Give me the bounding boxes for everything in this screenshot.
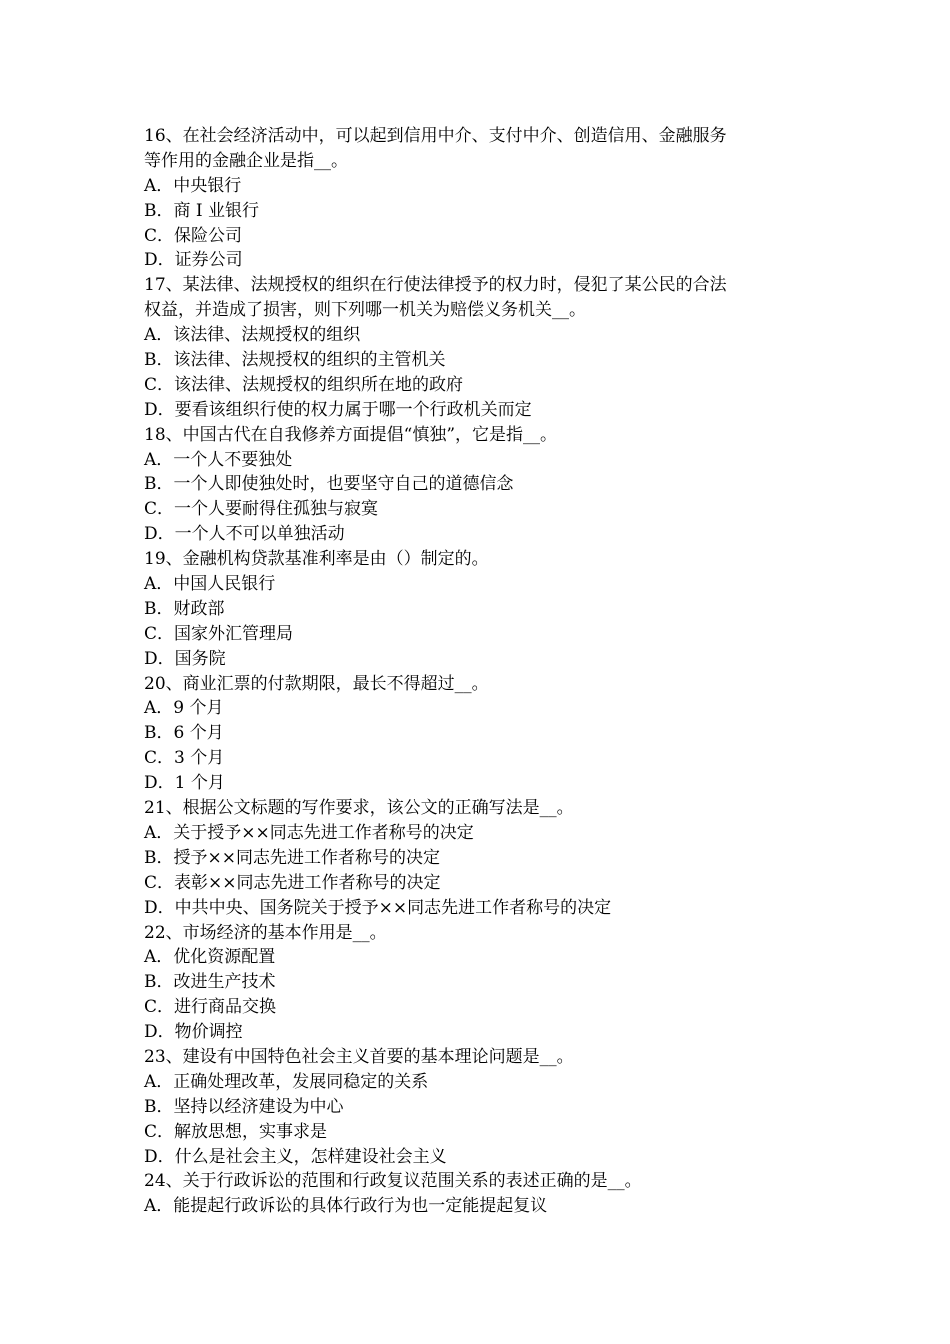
option-line: A．中央银行 xyxy=(144,175,242,196)
question-line: 23、建设有中国特色社会主义首要的基本理论问题是__。 xyxy=(144,1046,574,1067)
question-continuation-line: 权益，并造成了损害，则下列哪一机关为赔偿义务机关__。 xyxy=(144,300,586,321)
option-line: B．一个人即使独处时，也要坚守自己的道德信念 xyxy=(144,474,514,495)
option-line: A．关于授予××同志先进工作者称号的决定 xyxy=(144,822,474,843)
option-line: D．中共中央、国务院关于授予××同志先进工作者称号的决定 xyxy=(144,897,612,918)
option-line: D．国务院 xyxy=(144,648,226,669)
option-line: A．中国人民银行 xyxy=(144,574,276,595)
option-line: B．6 个月 xyxy=(144,723,224,744)
option-line: A．该法律、法规授权的组织 xyxy=(144,325,361,346)
option-line: C．国家外汇管理局 xyxy=(144,623,294,644)
option-line: A．9 个月 xyxy=(144,698,224,719)
option-line: C．进行商品交换 xyxy=(144,997,277,1018)
option-line: C．表彰××同志先进工作者称号的决定 xyxy=(144,872,441,893)
option-line: B．改进生产技术 xyxy=(144,972,276,993)
option-line: D．物价调控 xyxy=(144,1022,243,1043)
document-body xyxy=(144,124,810,1219)
option-line: C．解放思想，实事求是 xyxy=(144,1121,328,1142)
option-line: A．能提起行政诉讼的具体行政行为也一定能提起复议 xyxy=(144,1196,548,1217)
question-line: 17、某法律、法规授权的组织在行使法律授予的权力时，侵犯了某公民的合法 xyxy=(144,275,727,296)
option-line: C．该法律、法规授权的组织所在地的政府 xyxy=(144,374,464,395)
question-line: 24、关于行政诉讼的范围和行政复议范围关系的表述正确的是__。 xyxy=(144,1171,642,1192)
question-line: 18、中国古代在自我修养方面提倡“慎独”，它是指__。 xyxy=(144,424,558,445)
option-line: A．优化资源配置 xyxy=(144,947,276,968)
option-line: D．1 个月 xyxy=(144,773,225,794)
option-line: C．3 个月 xyxy=(144,748,225,769)
option-line: B．授予××同志先进工作者称号的决定 xyxy=(144,847,440,868)
option-line: B．该法律、法规授权的组织的主管机关 xyxy=(144,350,446,371)
question-continuation-line: 等作用的金融企业是指__。 xyxy=(144,150,348,171)
option-line: C．保险公司 xyxy=(144,225,243,246)
option-line: D．一个人不可以单独活动 xyxy=(144,524,345,545)
option-line: A．正确处理改革，发展同稳定的关系 xyxy=(144,1071,429,1092)
option-line: B．商 I 业银行 xyxy=(144,200,260,221)
option-line: D．证券公司 xyxy=(144,250,243,271)
option-line: B．财政部 xyxy=(144,598,225,619)
option-line: A．一个人不要独处 xyxy=(144,449,293,470)
question-line: 20、商业汇票的付款期限，最长不得超过__。 xyxy=(144,673,489,694)
question-line: 21、根据公文标题的写作要求，该公文的正确写法是__。 xyxy=(144,798,574,819)
option-line: D．什么是社会主义，怎样建设社会主义 xyxy=(144,1146,447,1167)
question-line: 19、金融机构贷款基准利率是由（）制定的。 xyxy=(144,549,489,570)
option-line: D．要看该组织行使的权力属于哪一个行政机关而定 xyxy=(144,399,532,420)
option-line: B．坚持以经济建设为中心 xyxy=(144,1096,344,1117)
option-line: C．一个人要耐得住孤独与寂寞 xyxy=(144,499,379,520)
question-line: 16、在社会经济活动中，可以起到信用中介、支付中介、创造信用、金融服务 xyxy=(144,126,727,146)
question-line: 22、市场经济的基本作用是__。 xyxy=(144,922,387,943)
